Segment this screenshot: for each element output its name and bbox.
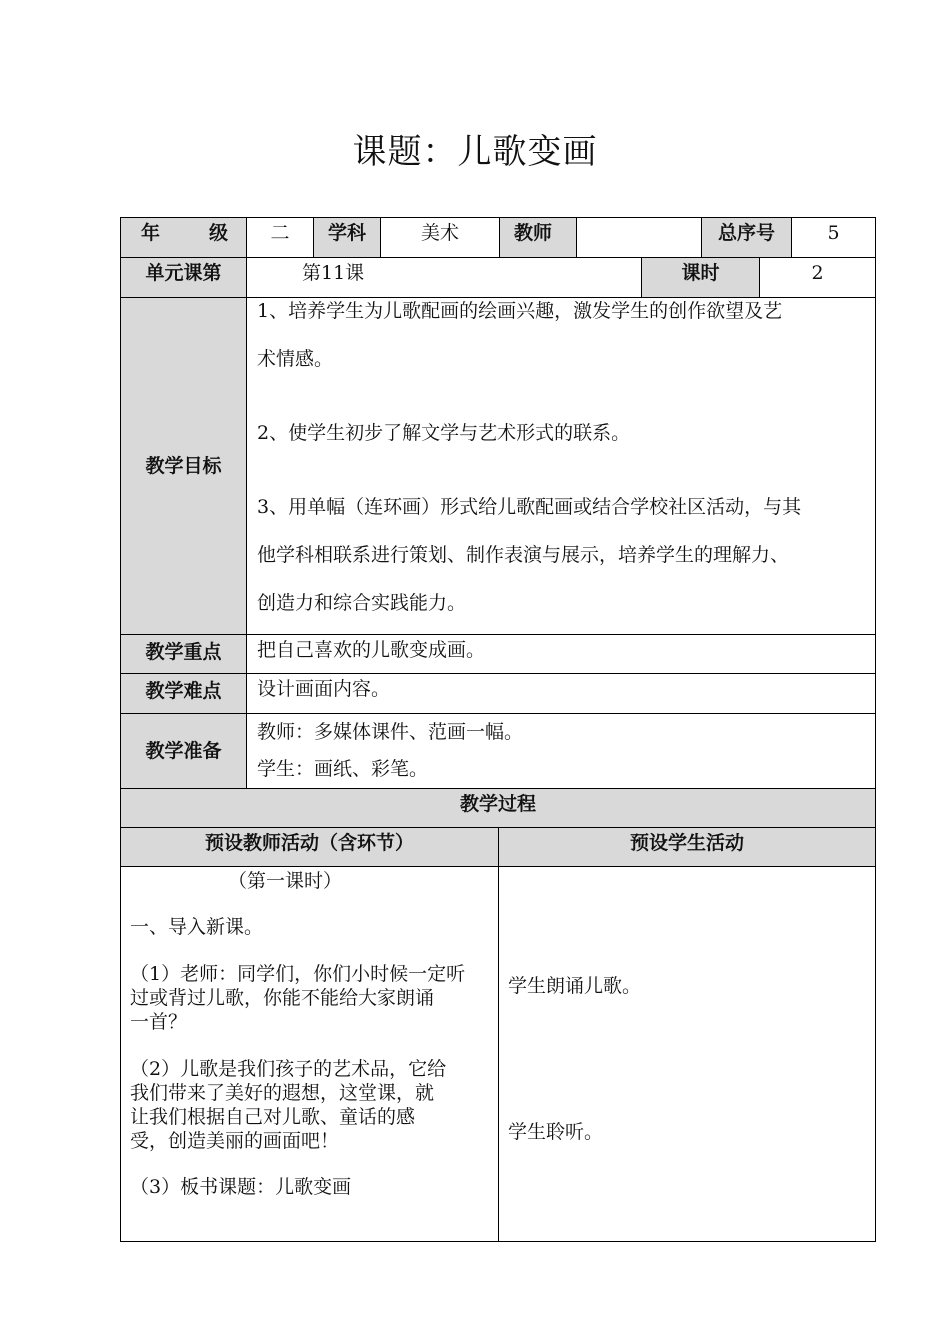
- subject-label: 学科: [327, 222, 366, 244]
- objectives-content-cell: [246, 297, 876, 635]
- subject-label-cell: [313, 217, 381, 258]
- student-activity-1: 学生朗诵儿歌。: [508, 975, 642, 997]
- para1-line3: 一首？: [130, 1011, 188, 1033]
- grade-label-char2: 级: [208, 222, 228, 244]
- unit-label: 单元课第: [145, 262, 222, 284]
- serial-label-cell: [701, 217, 792, 258]
- teacher-activity-header-cell: [120, 827, 499, 867]
- para2-line4: 受，创造美丽的画面吧！: [130, 1130, 340, 1152]
- para1-line2: 过或背过儿歌，你能不能给大家朗诵: [130, 987, 435, 1009]
- key-point-label-cell: [120, 634, 247, 674]
- difficulty-label-cell: [120, 673, 247, 714]
- process-title: 教学过程: [459, 793, 536, 815]
- preparation-label-cell: [120, 713, 247, 789]
- subject-value: 美术: [420, 222, 459, 244]
- objectives-label-cell: [120, 297, 247, 635]
- teacher-label: 教师: [514, 222, 553, 244]
- serial-value: 5: [827, 222, 840, 244]
- subject-value-cell: [380, 217, 500, 258]
- student-activity-header-cell: [498, 827, 876, 867]
- key-point-value-cell: [246, 634, 876, 674]
- student-activity-2: 学生聆听。: [508, 1121, 604, 1143]
- grade-label-cell: [120, 217, 247, 258]
- session-label: （第一课时）: [228, 870, 343, 892]
- serial-label: 总序号: [717, 222, 775, 244]
- unit-value: 第11课: [302, 262, 365, 284]
- step-intro: 一、导入新课。: [130, 916, 264, 938]
- preparation-content-cell: [246, 713, 876, 789]
- key-point-value: 把自己喜欢的儿歌变成画。: [257, 639, 486, 661]
- student-activity-header: 预设学生活动: [629, 832, 744, 854]
- grade-value: 二: [270, 222, 290, 244]
- student-activity-cell: [498, 866, 876, 1242]
- teacher-activity-cell: [120, 866, 499, 1242]
- difficulty-value: 设计画面内容。: [257, 678, 391, 700]
- objective-line-6: 创造力和综合实践能力。: [257, 592, 467, 614]
- grade-label-char1: 年: [141, 222, 161, 244]
- unit-label-cell: [120, 257, 247, 298]
- objective-line-4: 3、用单幅（连环画）形式给儿歌配画或结合学校社区活动，与其: [257, 496, 802, 518]
- hours-value: 2: [811, 262, 824, 284]
- serial-value-cell: [791, 217, 876, 258]
- preparation-teacher: 教师：多媒体课件、范画一幅。: [257, 721, 524, 743]
- difficulty-label: 教学难点: [145, 680, 222, 702]
- difficulty-value-cell: [246, 673, 876, 714]
- objective-line-3: 2、使学生初步了解文学与艺术形式的联系。: [257, 422, 631, 444]
- hours-label: 课时: [681, 262, 720, 284]
- page-title: 课题：儿歌变画: [352, 132, 598, 172]
- teacher-activity-header: 预设教师活动（含环节）: [204, 832, 414, 854]
- preparation-student: 学生：画纸、彩笔。: [257, 758, 429, 780]
- process-title-cell: [120, 788, 876, 828]
- objectives-label: 教学目标: [145, 454, 222, 477]
- para2-line1: （2）儿歌是我们孩子的艺术品，它给: [130, 1058, 447, 1080]
- objective-line-5: 他学科相联系进行策划、制作表演与展示，培养学生的理解力、: [257, 544, 790, 566]
- para3: （3）板书课题：儿歌变画: [130, 1176, 352, 1198]
- para2-line3: 让我们根据自己对儿歌、童话的感: [130, 1106, 416, 1128]
- teacher-label-cell: [499, 217, 577, 258]
- preparation-label: 教学准备: [145, 739, 222, 762]
- objective-line-2: 术情感。: [257, 348, 334, 370]
- objective-line-1: 1、培养学生为儿歌配画的绘画兴趣，激发学生的创作欲望及艺: [257, 300, 783, 322]
- teacher-value-cell: [576, 217, 702, 258]
- para2-line2: 我们带来了美好的遐想，这堂课，就: [130, 1082, 435, 1104]
- para1-line1: （1）老师：同学们，你们小时候一定听: [130, 963, 466, 985]
- grade-value-cell: [246, 217, 314, 258]
- key-point-label: 教学重点: [145, 641, 222, 663]
